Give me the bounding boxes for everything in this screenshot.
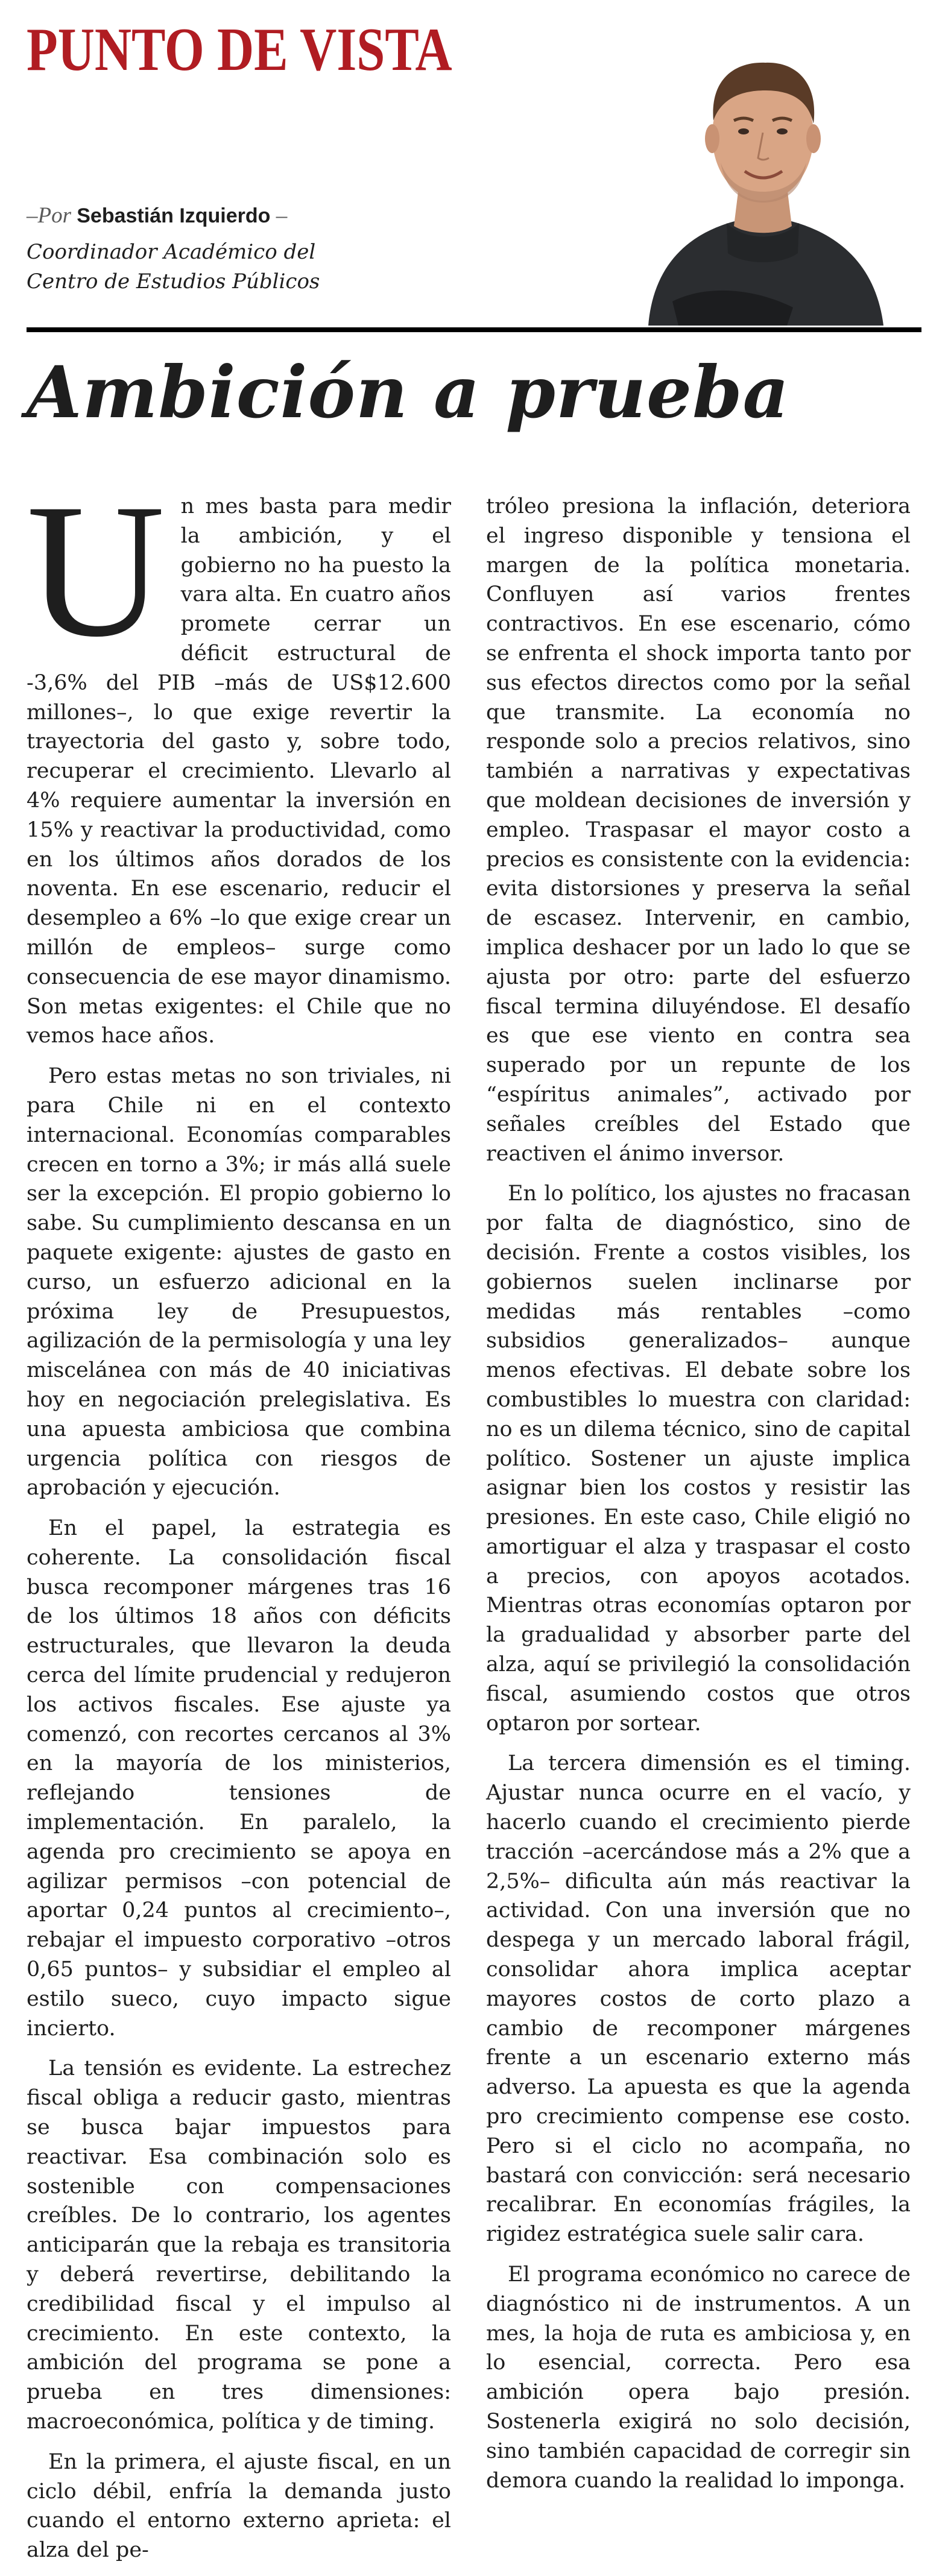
drop-cap: U — [27, 464, 165, 676]
article-paragraph — [27, 464, 451, 1051]
byline-prefix: –Por — [27, 203, 71, 228]
author-role — [27, 238, 509, 297]
article-paragraph: La tercera dimensión es el timing. Ajustar nunca ocurre en el vacío, y hacerlo cuando el crecimiento pierde tracción –acercándose más a 2% que a 2,5%– dificulta aún más reactivar la actividad. Con una inversión que no despega y un mercado laboral frágil, consolidar ahora implica aceptar mayores costos de corto plazo a cambio de recomponer márgenes frente a un escenario externo más adverso. La apuesta es que la agenda pro crecimiento compense ese costo. Pero si el ciclo no acompaña, no bastará con convicción: será necesario recalibrar. En economías frágiles, la rigidez estratégica suele salir cara. — [486, 1751, 911, 2247]
article-column-left — [27, 464, 451, 2576]
article-paragraph: La tensión es evidente. La estrechez fiscal obliga a reducir gasto, mientras se busca bajar impuestos para reactivar. Esa combinación solo es sostenible con compensaciones creíbles. De lo contrario, los agentes anticiparán que la rebaja es transitoria y deberá revertirse, debilitando la credibilidad fiscal y el impulso al crecimiento. En este contexto, la ambición del programa se pone a prueba en tres dimensiones: macroeconómica, política y de timing. — [27, 2056, 451, 2434]
article-headline: Ambición a prueba — [27, 350, 790, 434]
article-paragraph: El programa económico no carece de diagnóstico ni de instrumentos. A un mes, la hoja de ruta es ambiciosa y, en lo esencial, correcta. Pero esa ambición opera bajo presión. Sostenerla exigirá no solo decisión, sino también capacidad de corregir sin demora cuando la realidad lo imponga. — [486, 2263, 911, 2493]
byline — [27, 203, 287, 228]
article-paragraph: tróleo presiona la inflación, deteriora el ingreso disponible y tensiona el margen de la política monetaria. Confluyen así varios frentes contractivos. En ese escenario, cómo se enfrenta el shock importa tanto por sus efectos directos como por la señal que transmite. La economía no responde solo a precios relativos, sino también a narrativas y expectativas que moldean decisiones de inversión y empleo. Traspasar el mayor costo a precios es consistente con la evidencia: evita distorsiones y preserva la señal de escasez. Intervenir, en cambio, implica deshacer por un lado lo que se ajusta por otro: parte del esfuerzo fiscal termina diluyéndose. El desafío es que ese viento en contra sea superado por un repunte de los “espíritus animales”, activado por señales creíbles del Estado que reactiven el ánimo inversor. — [486, 494, 911, 1166]
author-photo — [636, 24, 890, 326]
header-rule — [27, 327, 921, 332]
article-column-right — [486, 492, 911, 2506]
article-paragraph: En lo político, los ajustes no fracasan por falta de diagnóstico, sino de decisión. Frente a costos visibles, los gobiernos suelen inclinarse por medidas más rentables –como subsidios generalizados– aunque menos efectivas. El debate sobre los combustibles lo muestra con claridad: no es un dilema técnico, sino de capital político. Sostener un ajuste implica asignar bien los costos y resistir las presiones. En este caso, Chile eligió no amortiguar el alza y traspasar el costo a precios, con apoyos acotados. Mientras otras economías optaron por la gradualidad y absorber parte del alza, aquí se privilegió la consolidación fiscal, asumiendo costos que otros optaron por sortear. — [486, 1182, 911, 1736]
article-paragraph: En la primera, el ajuste fiscal, en un ciclo débil, enfría la demanda justo cuando el entorno externo aprieta: el alza del pe- — [27, 2449, 451, 2563]
byline-suffix: – — [276, 203, 288, 228]
paragraph-text: n mes basta para medir la ambición, y el gobierno no ha puesto la vara alta. En cuatro años promete cerrar un déficit estructural de -3,6% del PIB –más de US$12.600 millones–, lo que exige revertir la trayectoria del gasto y, sobre todo, recuperar el crecimiento. Llevarlo al 4% requiere aumentar la inversión en 15% y reactivar la productividad, como en los últimos años dorados de los noventa. En ese escenario, reducir el desempleo a 6% –lo que exige crear un millón de empleos– surge como consecuencia de ese mayor dinamismo. Son metas exigentes: el Chile que no vemos hace años. — [27, 494, 451, 1048]
author-role-line: Centro de Estudios Públicos — [27, 269, 320, 294]
author-name[interactable]: Sebastián Izquierdo — [77, 204, 271, 227]
article-paragraph: Pero estas metas no son triviales, ni para Chile ni en el contexto internacional. Economías comparables crecen en torno a 3%; ir más allá suele ser la excepción. El propio gobierno lo sabe. Su cumplimiento descansa en un paquete exigente: ajustes de gasto en curso, un esfuerzo adicional en la próxima ley de Presupuestos, agilización de la permisología y una ley miscelánea con más de 40 iniciativas hoy en negociación prelegislativa. Es una apuesta ambiciosa que combina urgencia política con riesgos de aprobación y ejecución. — [27, 1064, 451, 1501]
author-portrait-icon — [636, 24, 890, 326]
section-title: PUNTO DE VISTA — [27, 16, 452, 84]
author-role-line: Coordinador Académico del — [27, 240, 316, 264]
article-paragraph: En el papel, la estrategia es coherente. La consolidación fiscal busca recomponer márgenes tras 16 de los últimos 18 años con déficits estructurales, que llevaron la deuda cerca del límite prudencial y redujeron los activos fiscales. Ese ajuste ya comenzó, con recortes cercanos al 3% en la mayoría de los ministerios, reflejando tensiones de implementación. En paralelo, la agenda pro crecimiento se apoya en agilizar permisos –con potencial de aportar 0,24 puntos al crecimiento–, rebajar el impuesto corporativo –otros 0,65 puntos– y subsidiar el empleo al estilo sueco, cuyo impacto sigue incierto. — [27, 1516, 451, 2041]
